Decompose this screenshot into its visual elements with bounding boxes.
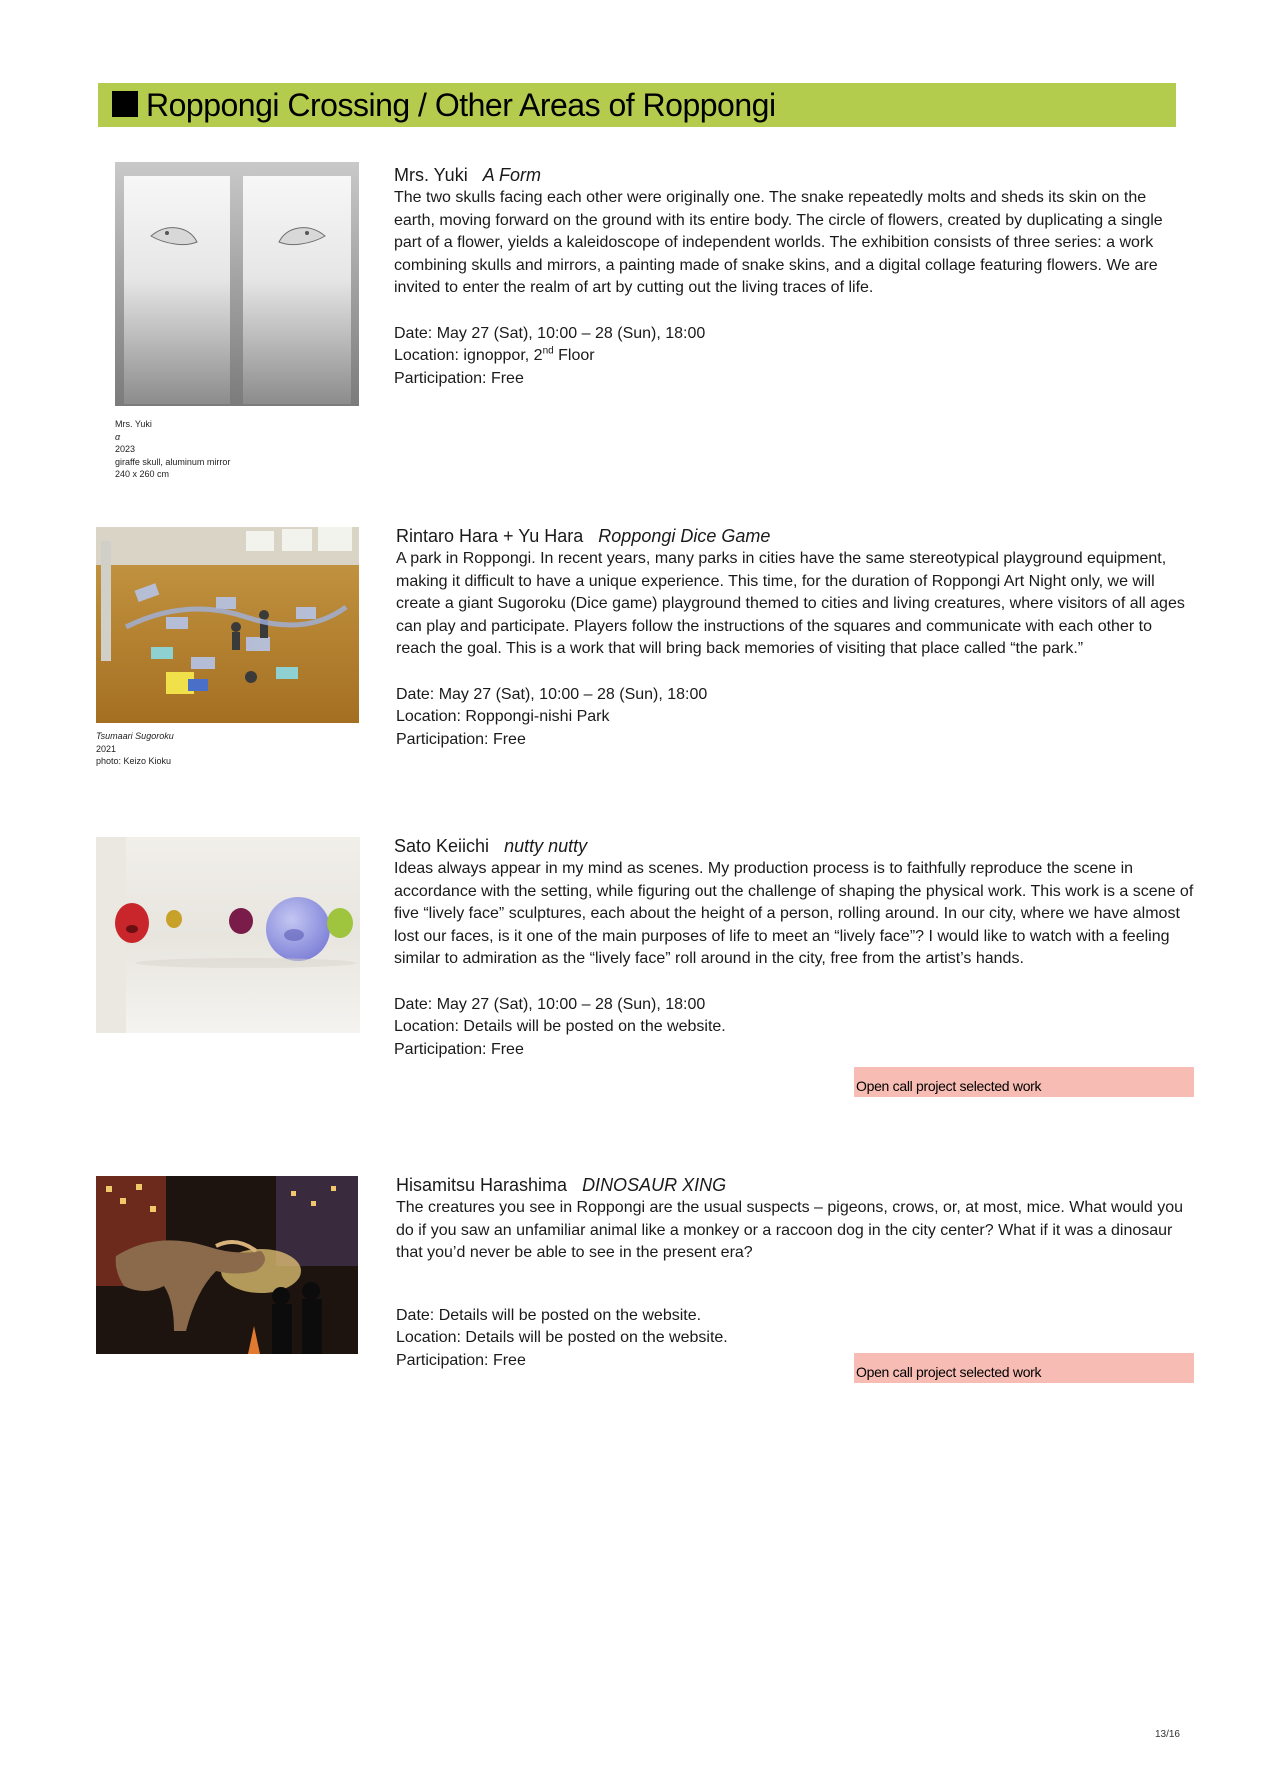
entry-title xyxy=(394,834,1194,858)
event-details xyxy=(396,684,1196,752)
location-line: Location: Details will be posted on the website. xyxy=(394,1018,726,1035)
entry-text xyxy=(394,163,1184,390)
participation-line: Participation: Free xyxy=(394,1040,524,1058)
date-line: Date: May 27 (Sat), 10:00 – 28 (Sun), 18:00 xyxy=(394,995,706,1013)
artwork-image xyxy=(115,162,359,406)
location-line: Location: ignoppor, 2nd Floor xyxy=(394,345,595,364)
section-header xyxy=(98,83,1176,127)
entry-title xyxy=(396,524,1196,548)
artist-name: Rintaro Hara + Yu Hara xyxy=(396,526,584,546)
open-call-badge: Open call project selected work xyxy=(854,1067,1194,1097)
description: The creatures you see in Roppongi are the usual suspects – pigeons, crows, or, at most, mice. What would you do if you saw an unfamiliar animal like a monkey or a raccoon dog in the city center? What if it was a dinosaur that you’d never be able to see in the present era? xyxy=(396,1199,1184,1261)
event-details xyxy=(394,323,1184,391)
section-title: Roppongi Crossing / Other Areas of Roppongi xyxy=(146,87,776,123)
entry-text xyxy=(396,1173,1196,1372)
work-title: Roppongi Dice Game xyxy=(598,526,771,546)
work-title: A Form xyxy=(482,165,542,185)
artwork-image xyxy=(96,837,360,1033)
artist-name: Hisamitsu Harashima xyxy=(396,1175,568,1195)
date-line: Date: May 27 (Sat), 10:00 – 28 (Sun), 18:00 xyxy=(394,324,706,342)
participation-line: Participation: Free xyxy=(396,730,526,748)
artwork-image xyxy=(96,1176,358,1354)
description: The two skulls facing each other were originally one. The snake repeatedly molts and sheds its skin on the earth, moving forward on the ground with its entire body. The circle of flowers, created by duplicating a single part of a flower, yields a kaleidoscope of independent worlds. The exhibition consists of three series: a work combining skulls and mirrors, a painting made of snake skins, and a digital collage featuring flowers. We are invited to enter the realm of art by cutting out the living traces of life. xyxy=(394,189,1163,296)
artwork-image xyxy=(96,527,359,723)
date-line: Date: Details will be posted on the website. xyxy=(396,1306,702,1324)
black-square-icon xyxy=(112,91,138,117)
open-call-badge: Open call project selected work xyxy=(854,1353,1194,1383)
participation-line: Participation: Free xyxy=(396,1351,526,1369)
artist-name: Sato Keiichi xyxy=(394,836,490,856)
entry-title xyxy=(394,163,1184,187)
description: A park in Roppongi. In recent years, many parks in cities have the same stereotypical playground equipment, making it difficult to have a unique experience. This time, for the duration of Roppongi Art Night only, we will create a giant Sugoroku (Dice game) playground themed to cities and living creatures, where visitors of all ages can play and participate. Players follow the instructions of the squares and communicate with each other to reach the goal. This is a work that will bring back memories of visiting that place called “the park.” xyxy=(396,550,1185,657)
date-line: Date: May 27 (Sat), 10:00 – 28 (Sun), 18:00 xyxy=(396,685,708,703)
entry-text xyxy=(394,834,1194,1061)
location-line: Location: Roppongi-nishi Park xyxy=(396,708,610,725)
work-title: nutty nutty xyxy=(504,836,588,856)
artwork-caption: Mrs. Yuki α 2023 giraffe skull, aluminum mirror 240 x 260 cm xyxy=(115,419,231,479)
event-details xyxy=(394,994,1194,1062)
page-number: 13/16 xyxy=(1154,1729,1180,1740)
participation-line: Participation: Free xyxy=(394,369,524,387)
entry-text xyxy=(396,524,1196,751)
work-title: DINOSAUR XING xyxy=(582,1175,727,1195)
entry-title xyxy=(396,1173,1196,1197)
artwork-caption: Tsumaari Sugoroku 2021 photo: Keizo Kioku xyxy=(96,731,174,766)
description: Ideas always appear in my mind as scenes. My production process is to faithfully reproduce the scene in accordance with the setting, while figuring out the challenge of shaping the physical work. This work is a scene of five “lively face” sculptures, each about the height of a person, rolling around. In our city, where we have almost lost our faces, is it one of the main purposes of life to meet an “lively face”? I would like to watch with a feeling similar to admiration as the “lively face” roll around in the city, free from the artist’s hands. xyxy=(394,860,1194,967)
artist-name: Mrs. Yuki xyxy=(394,165,468,185)
location-line: Location: Details will be posted on the website. xyxy=(396,1329,728,1346)
